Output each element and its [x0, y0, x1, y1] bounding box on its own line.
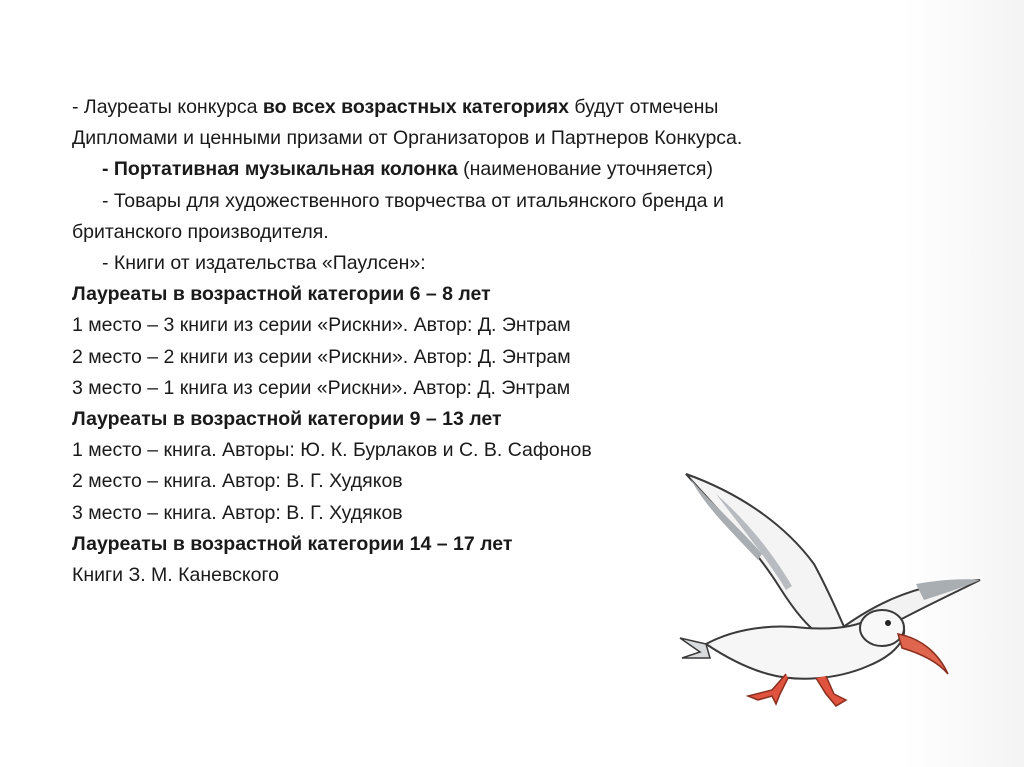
prize-speaker: - Портативная музыкальная колонка (наименование уточняется) [102, 158, 713, 181]
category-heading: Лауреаты в возрастной категории 9 – 13 лет [72, 408, 502, 431]
prize-art-supplies-line-1: - Товары для художественного творчества от итальянского бренда и [102, 189, 724, 212]
category-heading: Лауреаты в возрастной категории 14 – 17 лет [72, 532, 513, 555]
place-item: 2 место – 2 книги из серии «Рискни». Автор: Д. Энтрам [72, 345, 571, 368]
place-item: 1 место – 3 книги из серии «Рискни». Автор: Д. Энтрам [72, 314, 571, 337]
place-item: 2 место – книга. Автор: В. Г. Худяков [72, 470, 403, 493]
prize-art-supplies-line-2: британского производителя. [72, 220, 329, 243]
intro-line-1: - Лауреаты конкурса во всех возрастных категориях будут отмечены [72, 96, 719, 118]
intro-line-2: Дипломами и ценными призами от Организаторов и Партнеров Конкурса. [72, 127, 743, 150]
place-item: 1 место – книга. Авторы: Ю. К. Бурлаков и С. В. Сафонов [72, 439, 592, 462]
category-heading: Лауреаты в возрастной категории 6 – 8 лет [72, 283, 491, 306]
seagull-illustration-icon [676, 468, 986, 716]
place-item: Книги З. М. Каневского [72, 564, 279, 587]
place-item: 3 место – 1 книга из серии «Рискни». Автор: Д. Энтрам [72, 376, 571, 399]
prize-books: - Книги от издательства «Паулсен»: [102, 252, 426, 275]
place-item: 3 место – книга. Автор: В. Г. Худяков [72, 501, 403, 524]
